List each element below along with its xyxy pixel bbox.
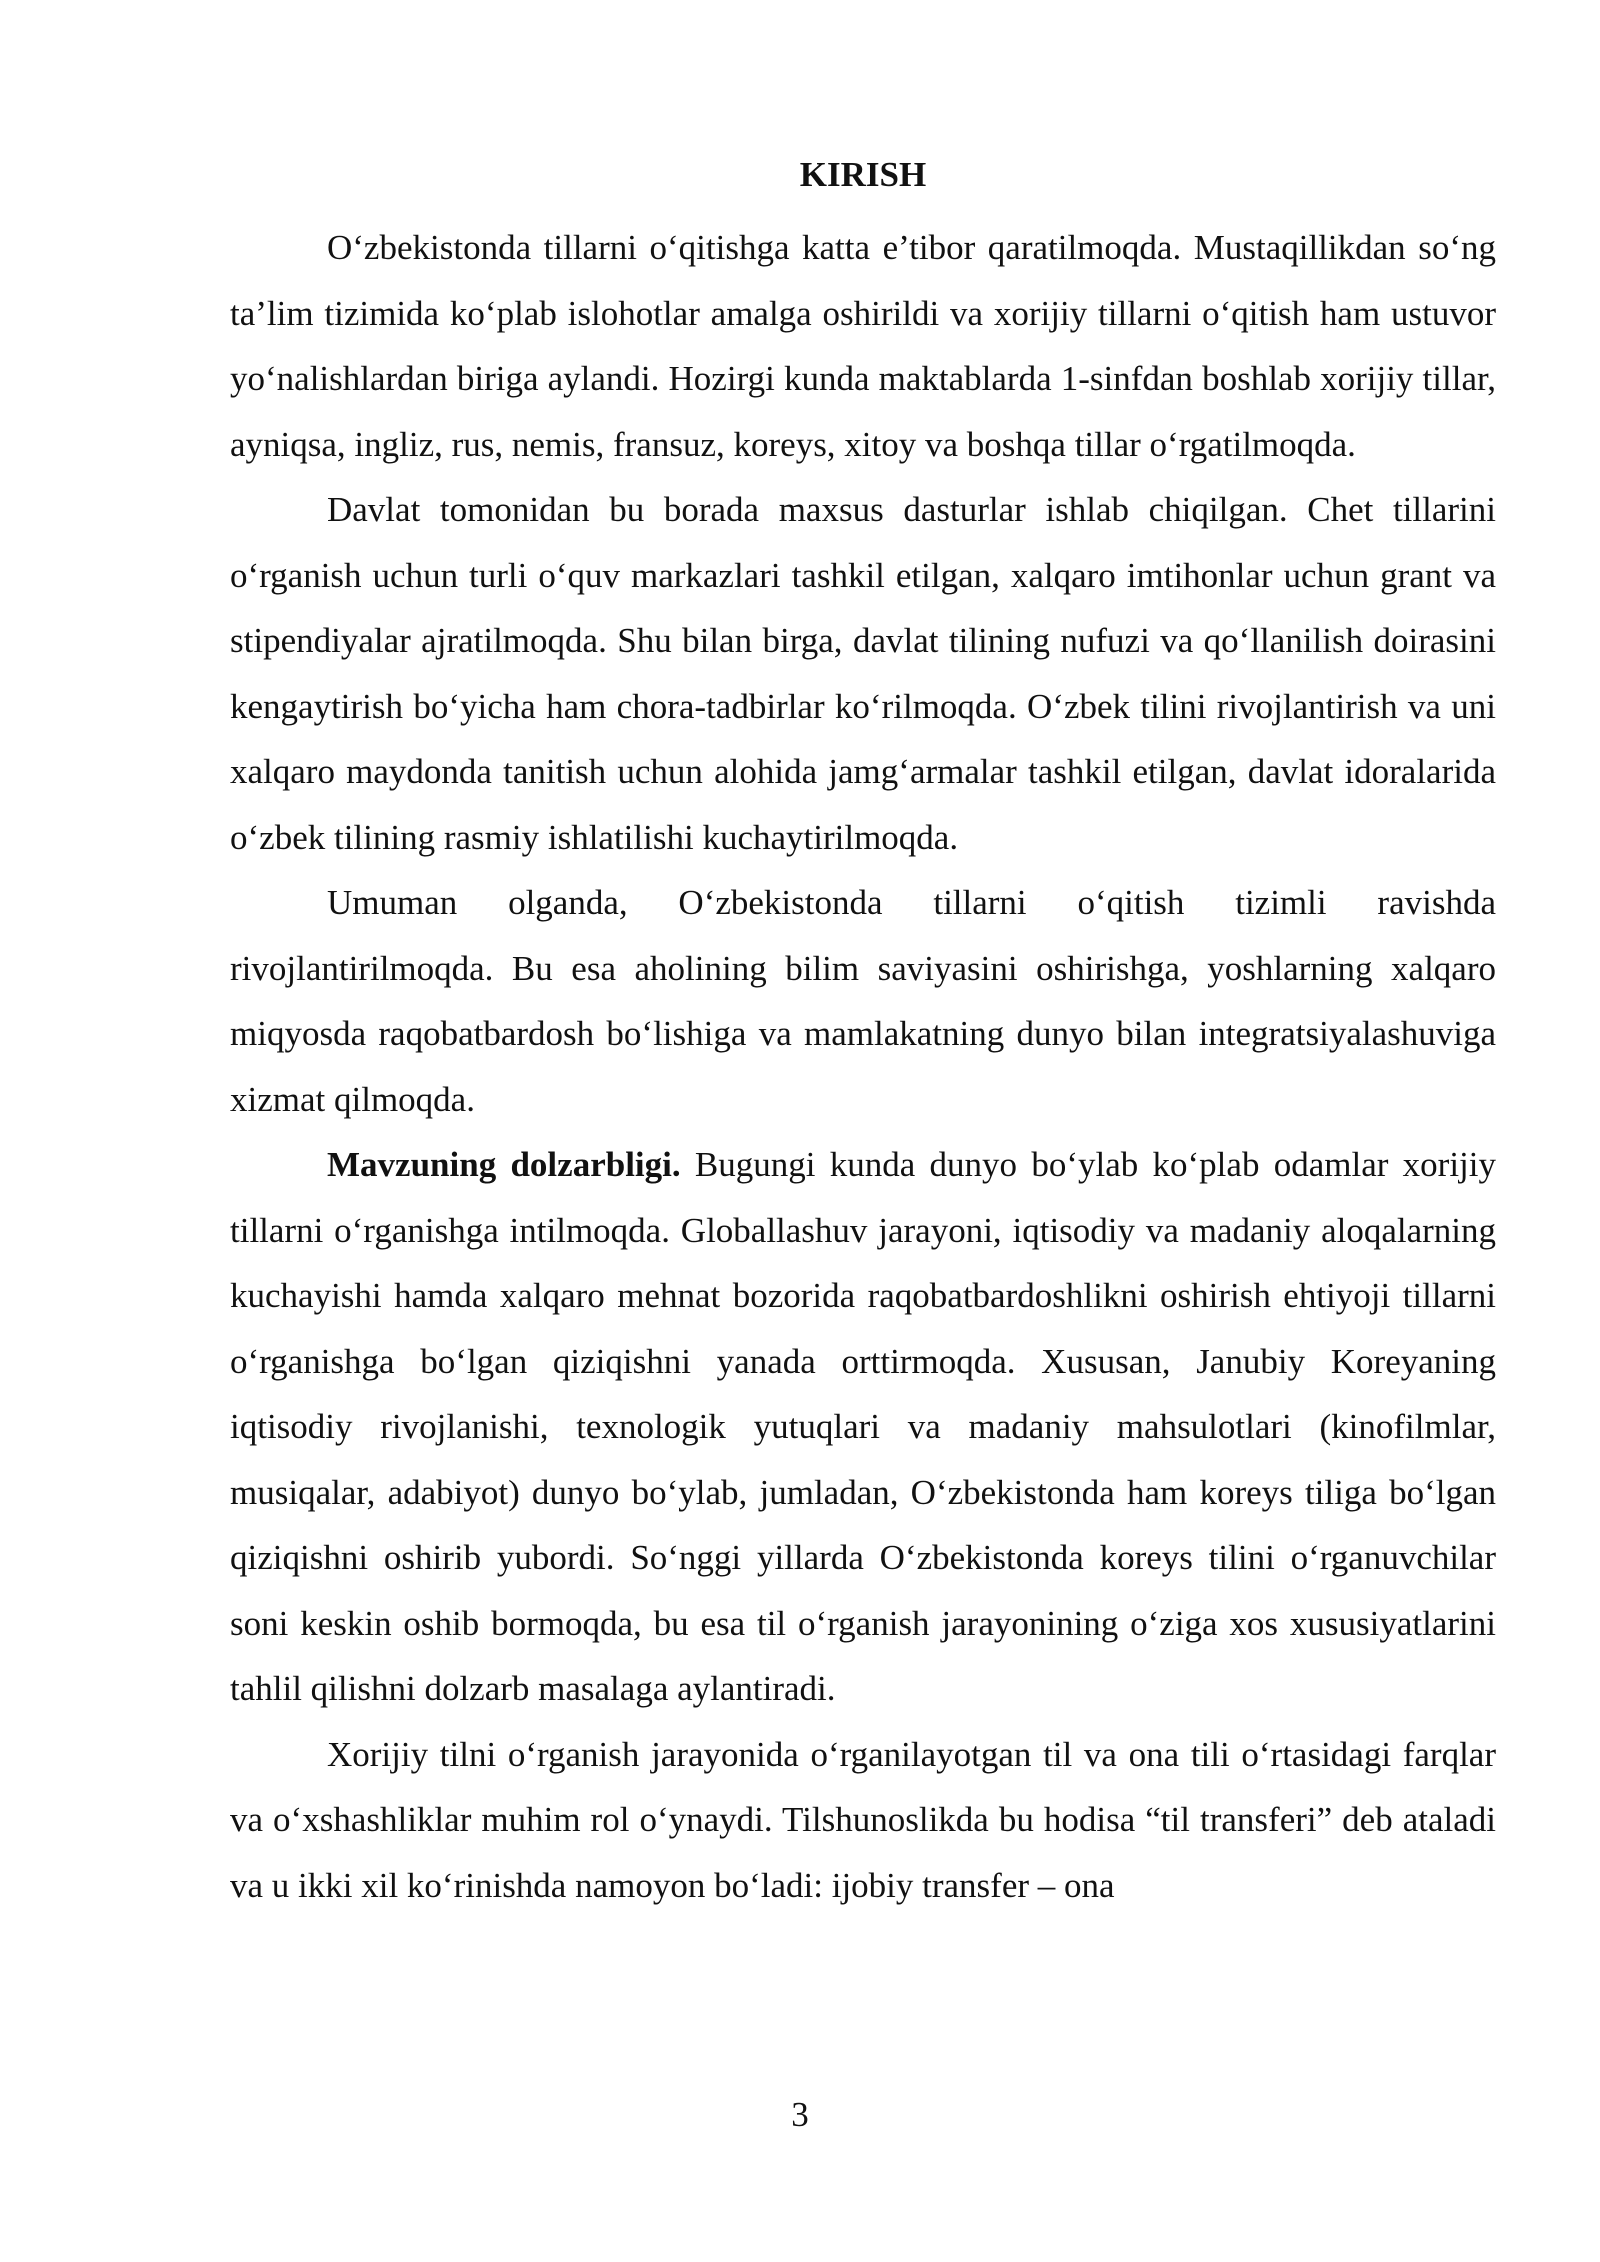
page-content	[230, 150, 1496, 1918]
paragraph-intro	[230, 215, 1496, 477]
paragraph-state-programs	[230, 477, 1496, 870]
page-number: 3	[791, 2095, 809, 2134]
paragraph-transfer	[230, 1722, 1496, 1919]
paragraph-text: Bugungi kunda dunyo bo‘ylab ko‘plab odamlar xorijiy tillarni o‘rganishga intilmoqda. Globallashuv jarayoni, iqtisodiy va madaniy aloqalarning kuchayishi hamda xalqaro mehnat bozorida raqobatbardoshlikni oshirish ehtiyoji tillarni o‘rganishga bo‘lgan qiziqishni yanada orttirmoqda. Xususan, Janubiy Koreyaning iqtisodiy rivojlanishi, texnologik yutuqlari va madaniy mahsulotlari (kinofilmlar, musiqalar, adabiyot) dunyo bo‘ylab, jumladan, O‘zbekistonda ham koreys tiliga bo‘lgan qiziqishni oshirib yubordi. So‘nggi yillarda O‘zbekistonda koreys tilini o‘rganuvchilar soni keskin oshib bormoqda, bu esa til o‘rganish jarayonining o‘ziga xos xususiyatlarini tahlil qilishni dolzarb masalaga aylantiradi.	[230, 1145, 1496, 1708]
paragraph-text: O‘zbekistonda tillarni o‘qitishga katta e’tibor qaratilmoqda. Mustaqillikdan so‘ng ta’lim tizimida ko‘plab islohotlar amalga oshirildi va xorijiy tillarni o‘qitish ham ustuvor yo‘nalishlardan biriga aylandi. Hozirgi kunda maktablarda 1-sinfdan boshlab xorijiy tillar, ayniqsa, ingliz, rus, nemis, fransuz, koreys, xitoy va boshqa tillar o‘rgatilmoqda.	[230, 228, 1496, 464]
paragraph-relevance	[230, 1132, 1496, 1722]
paragraph-text: Davlat tomonidan bu borada maxsus dasturlar ishlab chiqilgan. Chet tillarini o‘rganish uchun turli o‘quv markazlari tashkil etilgan, xalqaro imtihonlar uchun grant va stipendiyalar ajratilmoqda. Shu bilan birga, davlat tilining nufuzi va qo‘llanilish doirasini kengaytirish bo‘yicha ham chora-tadbirlar ko‘rilmoqda. O‘zbek tilini rivojlantirish va uni xalqaro maydonda tanitish uchun alohida jamg‘armalar tashkil etilgan, davlat idoralarida o‘zbek tilining rasmiy ishlatilishi kuchaytirilmoqda.	[230, 490, 1496, 857]
section-title: KIRISH	[799, 155, 927, 194]
paragraph-text: Xorijiy tilni o‘rganish jarayonida o‘rganilayotgan til va ona tili o‘rtasidagi farqlar va o‘xshashliklar muhim rol o‘ynaydi. Tilshunoslikda bu hodisa “til transferi” deb ataladi va u ikki xil ko‘rinishda namoyon bo‘ladi: ijobiy transfer – ona	[230, 1734, 1496, 1905]
paragraph-text: Umuman olganda, O‘zbekistonda tillarni o‘qitish tizimli ravishda rivojlantirilmoqda. Bu esa aholining bilim saviyasini oshirishga, yoshlarning xalqaro miqyosda raqobatbardosh bo‘lishiga va mamlakatning dunyo bilan integratsiyalashuviga xizmat qilmoqda.	[230, 883, 1496, 1119]
paragraph-summary	[230, 870, 1496, 1132]
paragraph-lead-heading: Mavzuning dolzarbligi.	[327, 1145, 681, 1184]
